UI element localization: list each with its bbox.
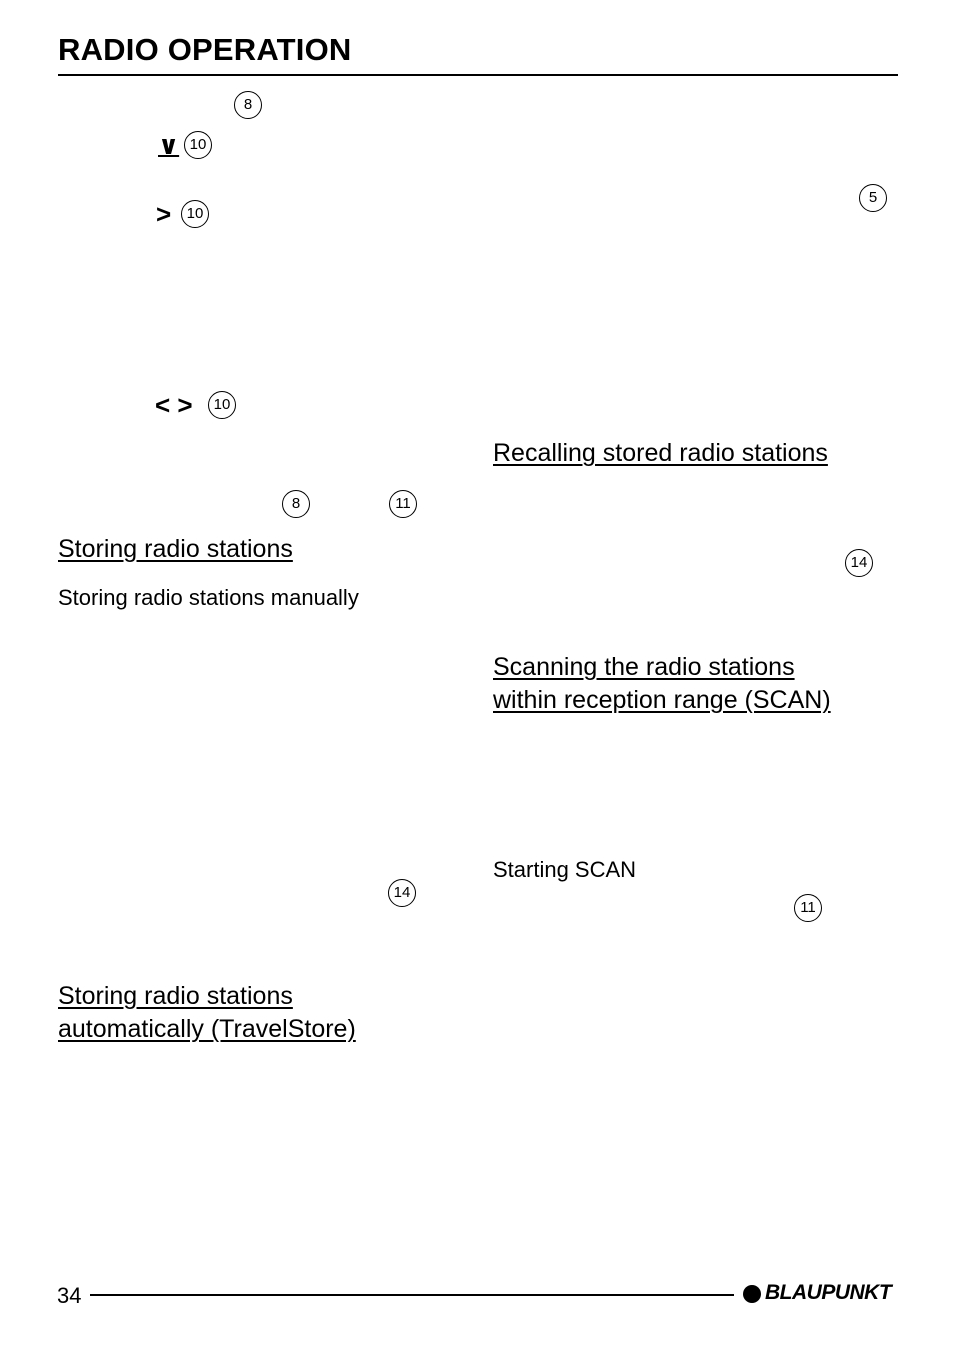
marker-11: 11 <box>794 894 822 922</box>
marker-8: 8 <box>282 490 310 518</box>
left-right-keys-icon: < > <box>155 390 193 420</box>
marker-10: 10 <box>181 200 209 228</box>
heading-recalling-stored: Recalling stored radio stations <box>493 439 828 467</box>
marker-8: 8 <box>234 91 262 119</box>
down-key-icon: ∨ <box>158 130 180 160</box>
subheading-storing-manually: Storing radio stations manually <box>58 585 359 610</box>
header-rule <box>58 74 898 76</box>
brand-logo: BLAUPUNKT <box>765 1281 892 1304</box>
marker-14: 14 <box>388 879 416 907</box>
page-number: 34 <box>57 1283 82 1308</box>
marker-10: 10 <box>208 391 236 419</box>
heading-travelstore-line2: automatically (TravelStore) <box>58 1015 356 1043</box>
heading-travelstore-line1: Storing radio stations <box>58 982 293 1010</box>
page-title: RADIO OPERATION <box>58 32 352 67</box>
marker-14: 14 <box>845 549 873 577</box>
subheading-starting-scan: Starting SCAN <box>493 857 637 882</box>
heading-scan-line2: within reception range (SCAN) <box>493 686 831 714</box>
right-key-icon: > <box>156 199 172 229</box>
marker-11: 11 <box>389 490 417 518</box>
brand-logo-dot-icon <box>743 1285 761 1303</box>
footer-rule <box>90 1294 734 1296</box>
marker-10: 10 <box>184 131 212 159</box>
heading-storing-radio-stations: Storing radio stations <box>58 535 293 563</box>
heading-scan-line1: Scanning the radio stations <box>493 653 795 681</box>
marker-5: 5 <box>859 184 887 212</box>
